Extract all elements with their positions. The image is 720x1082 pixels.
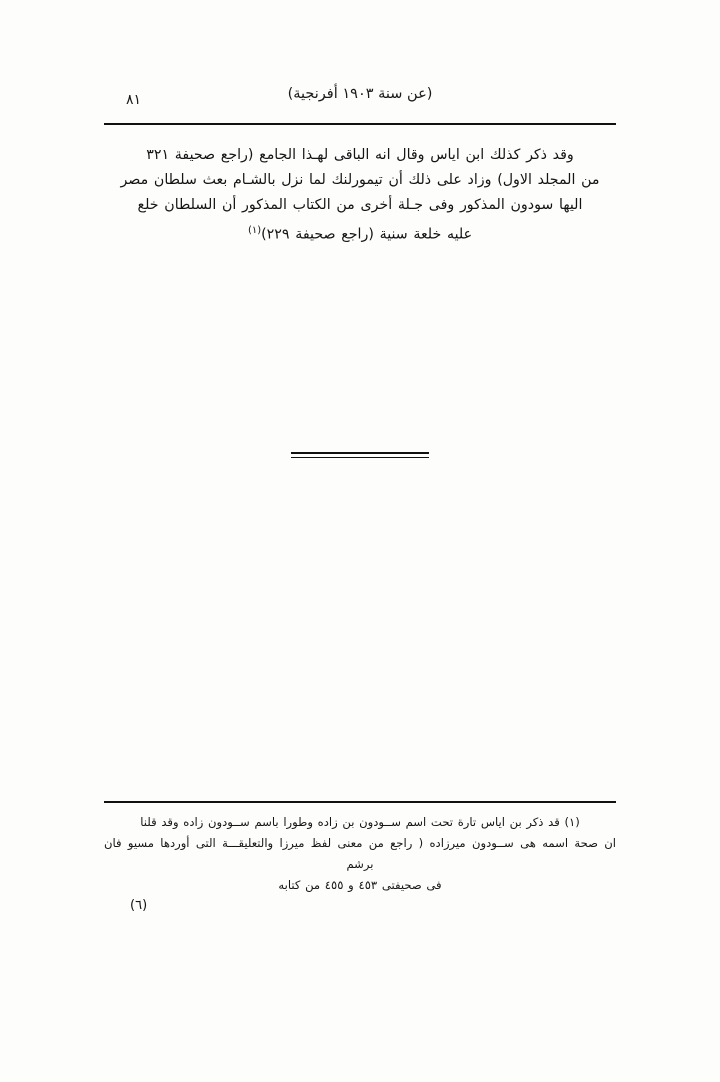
footnote-reference: (١) — [247, 225, 262, 236]
header-running-title: (عن سنة ١٩٠٣ أفرنجية) — [287, 86, 433, 102]
footnote-text — [104, 812, 616, 896]
separator-line-upper — [291, 452, 429, 454]
body-line-4 — [104, 218, 616, 248]
header-rule — [104, 123, 616, 125]
body-line-2: من المجلد الاول) وزاد على ذلك أن تيمورلنك لما نزل بالشـام بعث سلطان مصر — [120, 172, 600, 188]
section-separator-ornament — [291, 452, 429, 458]
page-number: ٨١ — [126, 92, 142, 108]
footnote-rule — [104, 801, 616, 803]
page-header — [104, 86, 616, 116]
footnote-line-3: فى صحيفتى ٤٥٣ و ٤٥٥ من كتابه — [278, 878, 442, 892]
body-text — [104, 143, 616, 248]
footnote-line-1: (١) قد ذكر بن اياس تارة تحت اسم ســودون بن زاده وطورا باسم ســودون زاده وقد قلنا — [140, 815, 580, 829]
body-line-4-text: عليه خلعة سنية (راجع صحيفة ٢٢٩) — [261, 226, 473, 243]
body-line-3: اليها سودون المذكور وفى جـلة أخرى من الكتاب المذكور أن السلطان خلع — [137, 197, 583, 213]
gathering-signature-mark: (٦) — [130, 898, 148, 913]
footnote-line-2: ان صحة اسمه هى ســودون ميرزاده ( راجع من معنى لفظ ميرزا والتعليقـــة التى أوردها مسيو فان برشم — [104, 836, 616, 871]
separator-line-lower — [291, 457, 429, 458]
body-line-1: وقد ذكر كذلك ابن اياس وقال انه الباقى لهـذا الجامع (راجع صحيفة ٣٢١ — [146, 147, 574, 163]
